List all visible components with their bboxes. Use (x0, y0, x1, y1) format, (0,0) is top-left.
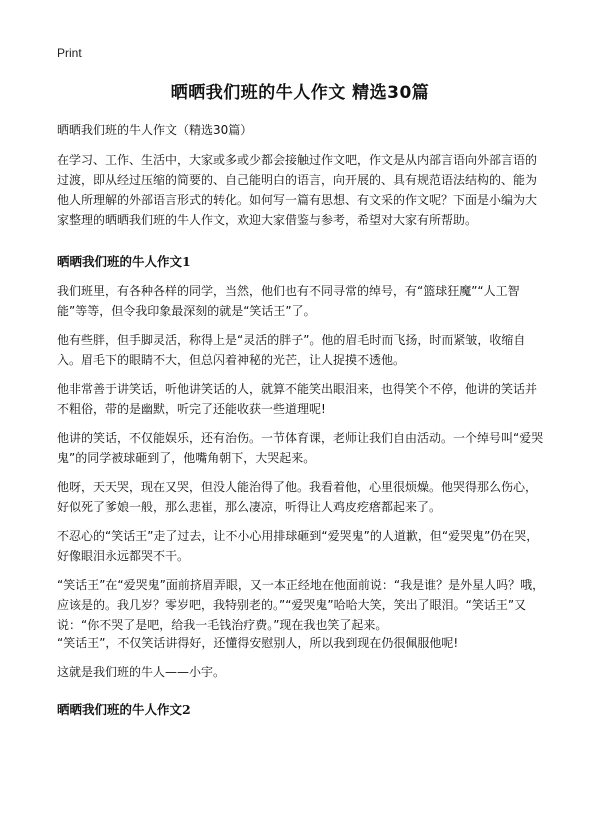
section-1-paragraph: 他呀，天天哭，现在又哭，但没人能治得了他。我看着他，心里很烦燥。他哭得那么伤心，好似死了爹娘一般，那么悲崔，那么凄凉，听得让人鸡皮疙瘩都起来了。 (57, 480, 538, 514)
section-1-paragraph: 他非常善于讲笑话，听他讲笑话的人，就算不能笑出眼泪来，也得笑个不停，他讲的笑话并不粗俗，带的是幽默，听完了还能收获一些道理呢! (57, 382, 538, 416)
document-title: 晒晒我们班的牛人作文 精选30篇 (170, 83, 430, 103)
section-1-paragraph: 他讲的笑话，不仅能娱乐，还有治伤。一节体育课，老师让我们自由活动。一个绰号叫“爱哭鬼”的同学被球砸到了，他嘴角朝下，大哭起来。 (57, 431, 544, 465)
section-1-paragraph: 他有些胖，但手脚灵活，称得上是“灵活的胖子”。他的眉毛时而飞扬，时而紧皱，收缩自入。眉毛下的眼睛不大，但总闪着神秘的光芒，让人捉摸不透他。 (57, 333, 526, 367)
section-heading-2: 晒晒我们班的牛人作文2 (57, 702, 191, 717)
document-subtitle: 晒晒我们班的牛人作文（精选30篇） (57, 123, 253, 137)
section-1-paragraph: “笑话王”，不仅笑话讲得好，还懂得安慰别人，所以我到现在仍很佩服他呢! (57, 636, 459, 650)
section-heading-1: 晒晒我们班的牛人作文1 (57, 254, 191, 269)
print-label[interactable]: Print (57, 46, 82, 60)
section-1-paragraph: 我们班里，有各种各样的同学，当然，他们也有不同寻常的绰号，有“篮球狂魔”“人工智能”等等，但令我印象最深刻的就是“笑话王”了。 (57, 284, 520, 318)
intro-paragraph: 在学习、工作、生活中，大家或多或少都会接触过作文吧，作文是从内部言语向外部言语的过渡，即从经过压缩的简要的、自己能明白的语言，向开展的、具有规范语法结构的、能为他人所理解的外部语言形式的转化。如何写一篇有思想、有文采的作文呢？下面是小编为大家整理的晒晒我们班的牛人作文，欢迎大家借鉴与参考，希望对大家有所帮助。 (57, 153, 538, 227)
section-1-paragraph: 不忍心的“笑话王”走了过去，让不小心用排球砸到“爱哭鬼”的人道歉，但“爱哭鬼”仍在哭，好像眼泪永远都哭不干。 (57, 529, 539, 563)
section-1-paragraph: “笑话王”在“爱哭鬼”面前挤眉弄眼，又一本正经地在他面前说：“我是谁？是外星人吗？哦，应该是的。我几岁？零岁吧，我特别老的。”“爱哭鬼”哈哈大笑，笑出了眼泪。“笑话王”又说：“你不哭了是吧，给我一毛钱治疗费。”现在我也笑了起来。 (57, 578, 545, 632)
section-1-paragraph: 这就是我们班的牛人——小宇。 (57, 665, 226, 679)
